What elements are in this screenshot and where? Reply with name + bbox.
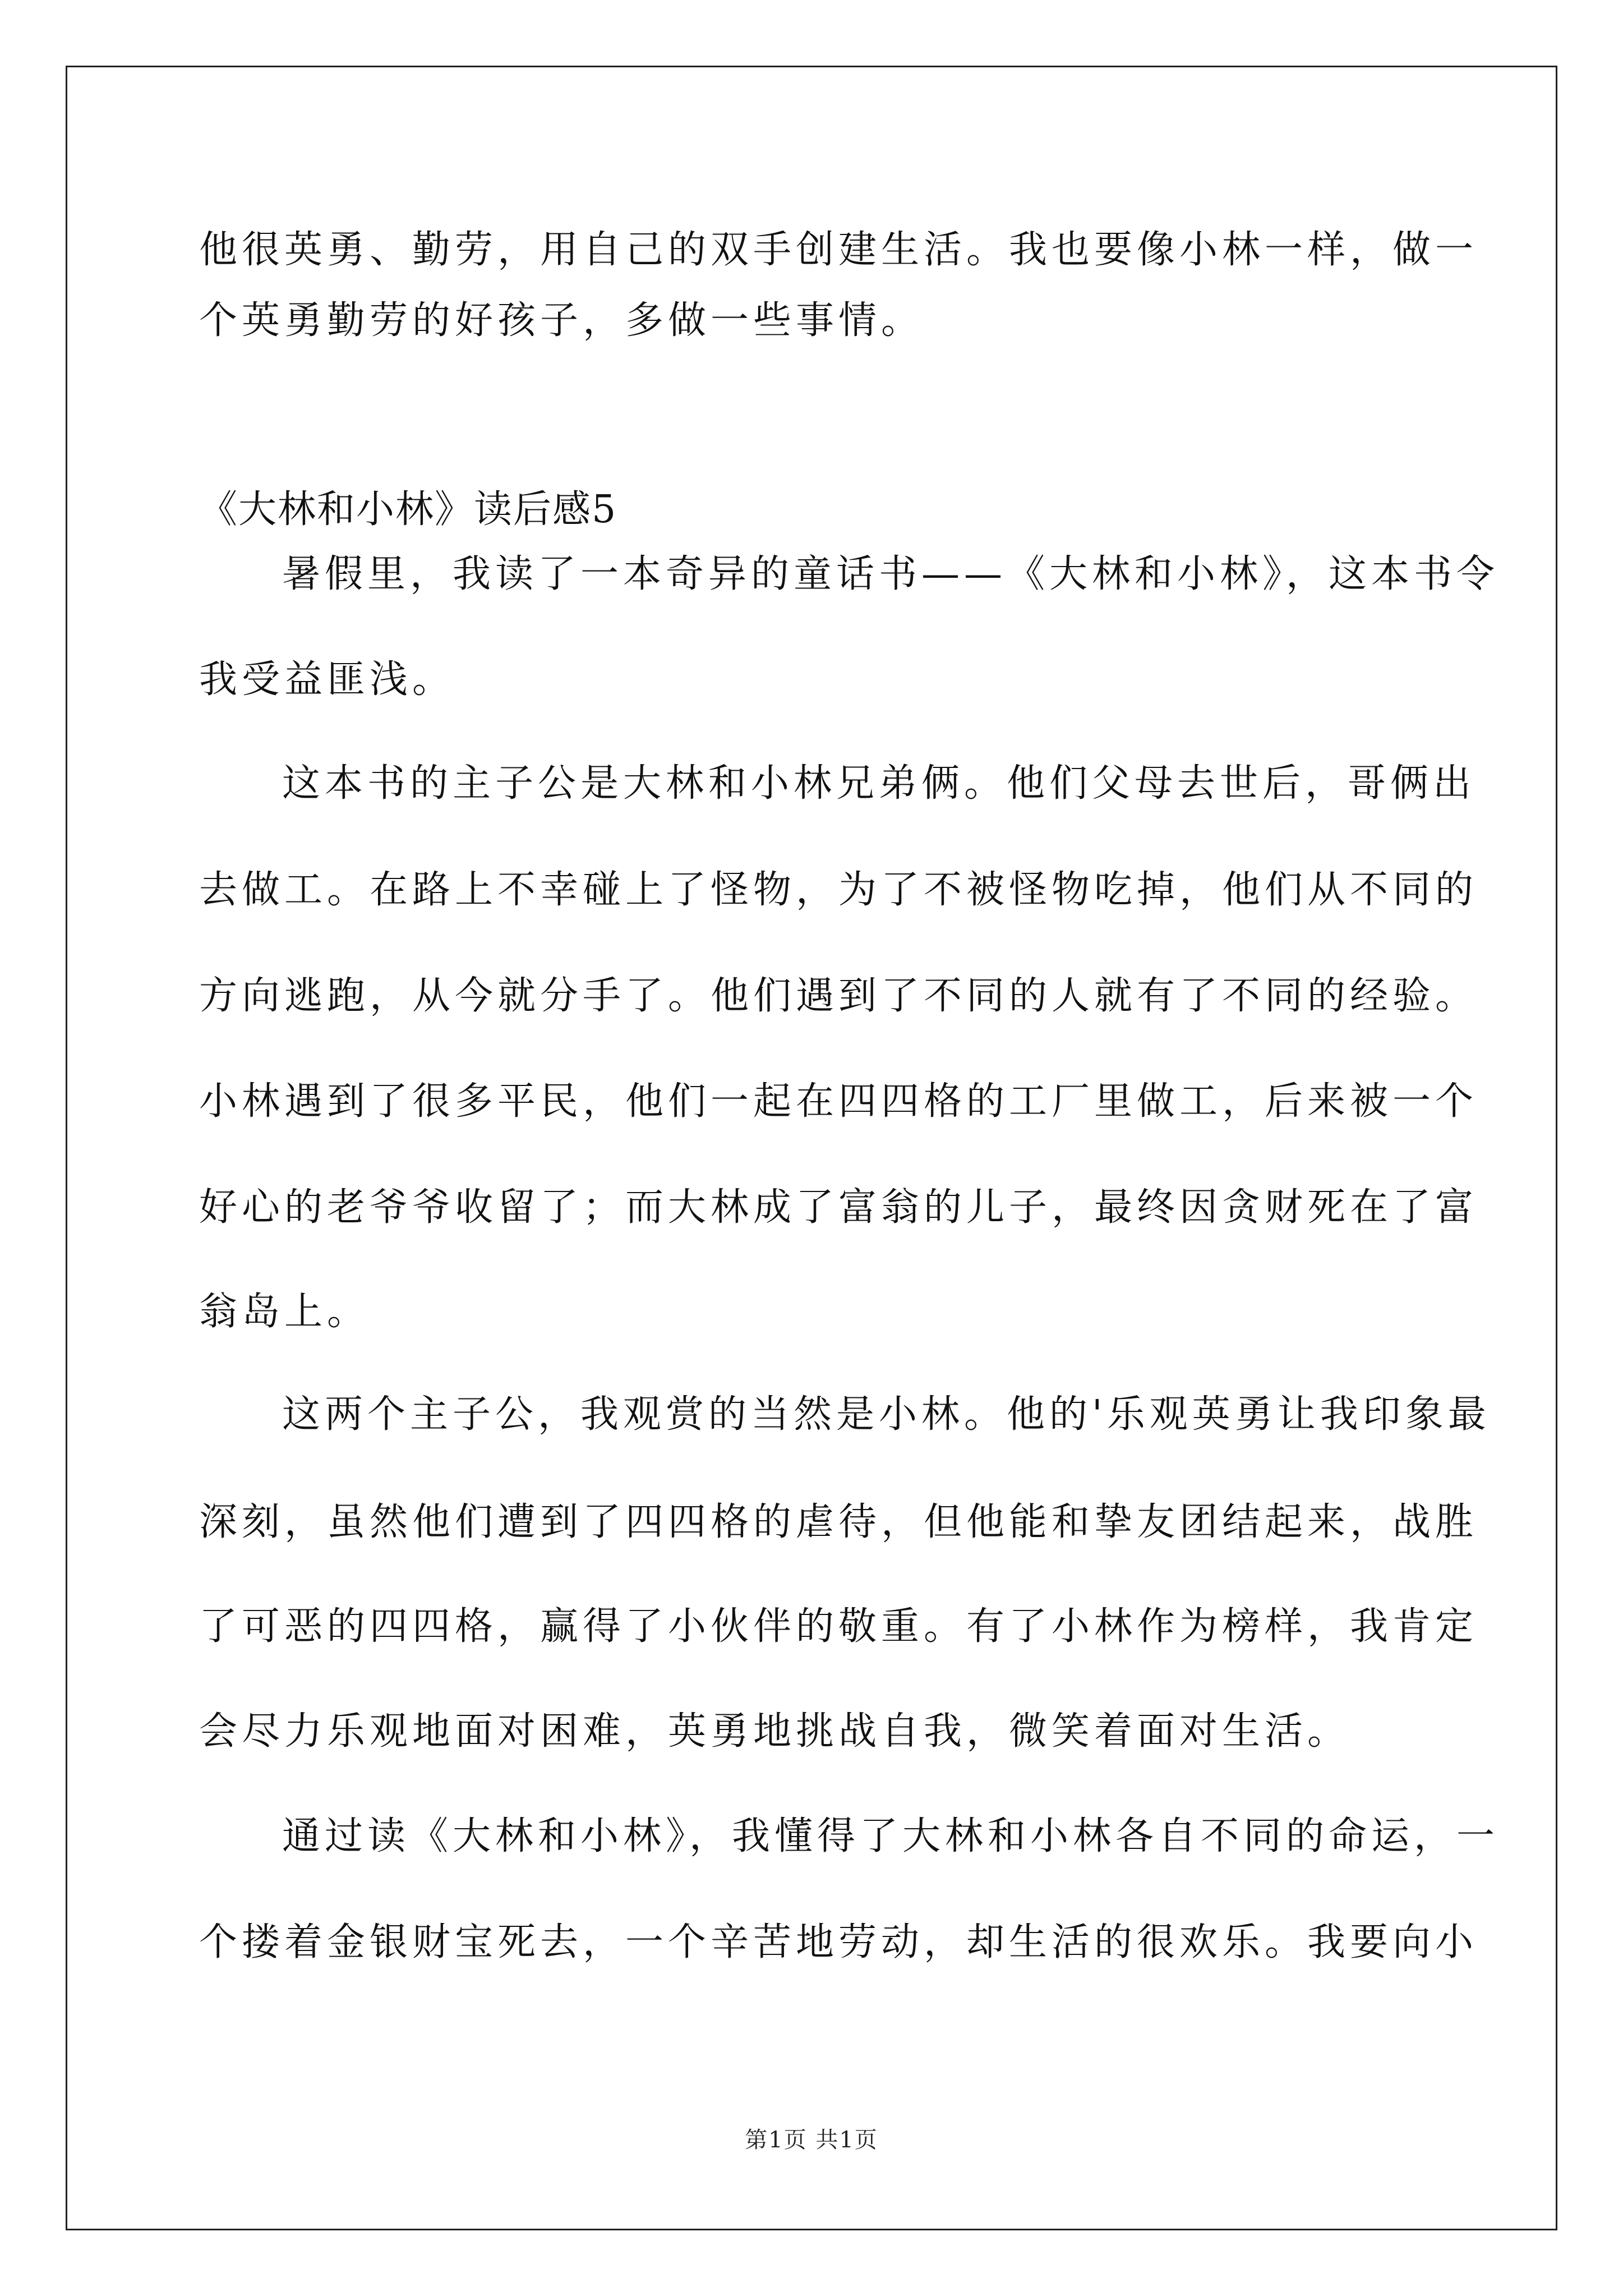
paragraph-line: 了可恶的四四格，赢得了小伙伴的敬重。有了小林作为榜样，我肯定 <box>199 1604 1478 1649</box>
paragraph-line: 去做工。在路上不幸碰上了怪物，为了不被怪物吃掉，他们从不同的 <box>199 868 1478 912</box>
page-footer: 第1页 共1页 <box>745 2127 878 2153</box>
paragraph-line: 通过读《大林和小林》，我懂得了大林和小林各自不同的命运，一 <box>282 1814 1500 1858</box>
paragraph-line: 翁岛上。 <box>199 1290 370 1334</box>
paragraph-line: 他很英勇、勤劳，用自己的双手创建生活。我也要像小林一样，做一 <box>199 228 1478 272</box>
paragraph-line: 小林遇到了很多平民，他们一起在四四格的工厂里做工，后来被一个 <box>199 1079 1478 1124</box>
paragraph-line: 深刻，虽然他们遭到了四四格的虐待，但他能和挚友团结起来，战胜 <box>199 1500 1478 1544</box>
paragraph-line: 我受益匪浅。 <box>199 657 455 702</box>
section-heading: 《大林和小林》读后感5 <box>199 487 617 532</box>
paragraph-line: 会尽力乐观地面对困难，英勇地挑战自我，微笑着面对生活。 <box>199 1709 1350 1754</box>
paragraph-line: 暑假里，我读了一本奇异的童话书——《大林和小林》，这本书令 <box>282 552 1500 596</box>
paragraph-line: 这两个主子公，我观赏的当然是小林。他的'乐观英勇让我印象最 <box>282 1392 1491 1437</box>
paragraph-line: 个英勇勤劳的好孩子，多做一些事情。 <box>199 298 924 343</box>
paragraph-line: 这本书的主子公是大林和小林兄弟俩。他们父母去世后，哥俩出 <box>282 761 1476 806</box>
paragraph-line: 个搂着金银财宝死去，一个辛苦地劳动，却生活的很欢乐。我要向小 <box>199 1920 1478 1964</box>
page-border <box>66 66 1557 2230</box>
paragraph-line: 好心的老爷爷收留了；而大林成了富翁的儿子，最终因贪财死在了富 <box>199 1185 1478 1230</box>
paragraph-line: 方向逃跑，从今就分手了。他们遇到了不同的人就有了不同的经验。 <box>199 974 1478 1018</box>
